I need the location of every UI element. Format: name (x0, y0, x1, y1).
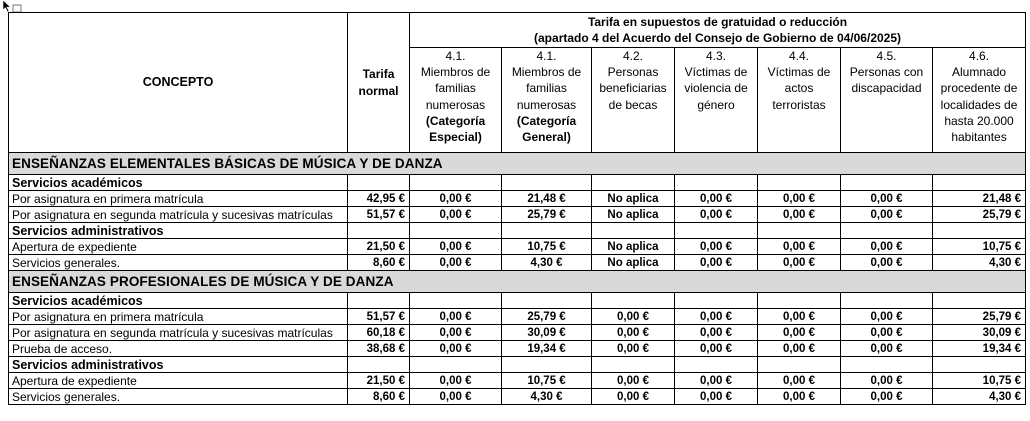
empty-cell (758, 223, 841, 239)
fees-table (8, 12, 1026, 405)
reduced-rate-cell: 0,00 € (758, 239, 841, 255)
category-header-6 (841, 48, 933, 153)
reduced-rate-cell: 21,48 € (502, 191, 592, 207)
category-line: Miembros de (420, 65, 491, 80)
category-qualifier: Especial) (429, 130, 482, 145)
reduced-rate-cell: 0,00 € (410, 373, 502, 389)
reduced-rate-cell: 4,30 € (502, 389, 592, 405)
reduced-rate-cell: 21,48 € (933, 191, 1026, 207)
reduced-rate-cell: No aplica (592, 239, 675, 255)
empty-cell (841, 293, 933, 309)
category-line: terroristas (772, 97, 826, 112)
row-label: Apertura de expediente (9, 373, 348, 389)
reduced-rate-cell: 0,00 € (592, 373, 675, 389)
empty-cell (348, 175, 410, 191)
reduced-rate-cell: 0,00 € (758, 309, 841, 325)
group-row (9, 223, 1026, 239)
empty-cell (675, 293, 758, 309)
reduced-rate-cell: 0,00 € (675, 389, 758, 405)
category-header-3 (592, 48, 675, 153)
reduced-rate-cell: 0,00 € (592, 309, 675, 325)
category-line: Personas con (849, 65, 924, 80)
reduced-rate-cell: No aplica (592, 191, 675, 207)
group-row (9, 357, 1026, 373)
empty-cell (348, 223, 410, 239)
empty-cell (841, 175, 933, 191)
normal-rate-cell: 51,57 € (348, 207, 410, 223)
empty-cell (933, 223, 1026, 239)
category-code: 4.4. (788, 49, 809, 63)
table-row (9, 389, 1026, 405)
reduced-rate-cell: 25,79 € (502, 207, 592, 223)
category-line: familias (435, 81, 476, 96)
reduced-rate-cell: 0,00 € (758, 389, 841, 405)
table-row (9, 373, 1026, 389)
row-label: Por asignatura en segunda matrícula y sucesivas matrículas (9, 325, 348, 341)
category-code: 4.2. (622, 49, 643, 63)
group-row (9, 175, 1026, 191)
reduced-rate-cell: 4,30 € (933, 255, 1026, 271)
empty-cell (410, 293, 502, 309)
reduced-rate-cell: 25,79 € (933, 309, 1026, 325)
empty-cell (675, 223, 758, 239)
normal-rate-cell: 51,57 € (348, 309, 410, 325)
normal-rate-cell: 8,60 € (348, 255, 410, 271)
category-line: de becas (608, 97, 658, 112)
reduced-rate-cell: 0,00 € (758, 325, 841, 341)
category-header-4 (675, 48, 758, 153)
reduced-rate-cell: 0,00 € (841, 309, 933, 325)
empty-cell (675, 357, 758, 373)
section-title: ENSEÑANZAS ELEMENTALES BÁSICAS DE MÚSICA Y DE DANZA (9, 153, 1026, 175)
category-header-2 (502, 48, 592, 153)
empty-cell (502, 175, 592, 191)
category-line: violencia de (684, 81, 748, 96)
reduced-rate-cell: 10,75 € (502, 373, 592, 389)
reduced-rate-cell: 0,00 € (841, 325, 933, 341)
row-label: Por asignatura en segunda matrícula y sucesivas matrículas (9, 207, 348, 223)
empty-cell (841, 223, 933, 239)
empty-cell (758, 293, 841, 309)
reduced-rate-cell: 25,79 € (933, 207, 1026, 223)
normal-rate-cell: 8,60 € (348, 389, 410, 405)
row-label: Servicios generales. (9, 255, 348, 271)
category-line: Alumnado (952, 65, 1007, 80)
reduction-group-header: Tarifa en supuestos de gratuidad o reducción (apartado 4 del Acuerdo del Consejo de Gobierno de 04/06/2025) (410, 13, 1026, 48)
reduced-rate-cell: No aplica (592, 255, 675, 271)
category-line: actos (784, 81, 814, 96)
category-qualifier: (Categoría (425, 113, 486, 128)
reduced-rate-cell: 4,30 € (502, 255, 592, 271)
reduced-rate-cell: 30,09 € (502, 325, 592, 341)
table-row (9, 255, 1026, 271)
empty-cell (933, 293, 1026, 309)
normal-rate-cell: 42,95 € (348, 191, 410, 207)
reduced-rate-cell: 0,00 € (841, 207, 933, 223)
normal-rate-cell: 38,68 € (348, 341, 410, 357)
reduced-rate-cell: 0,00 € (410, 191, 502, 207)
empty-cell (410, 175, 502, 191)
category-line: familias (526, 81, 567, 96)
empty-cell (348, 357, 410, 373)
category-line: Personas (607, 65, 659, 80)
empty-cell (592, 293, 675, 309)
group-title: Servicios administrativos (9, 357, 348, 373)
empty-cell (758, 357, 841, 373)
table-row (9, 309, 1026, 325)
category-line: beneficiarias (599, 81, 667, 96)
reduced-rate-cell: 25,79 € (502, 309, 592, 325)
category-line: Víctimas de (684, 65, 748, 80)
table-row (9, 341, 1026, 357)
reduced-rate-cell: 0,00 € (841, 373, 933, 389)
section-row (9, 153, 1026, 175)
table-row (9, 325, 1026, 341)
category-line: género (697, 97, 735, 112)
normal-rate-cell: 21,50 € (348, 373, 410, 389)
reduced-rate-cell: 0,00 € (758, 207, 841, 223)
reduced-rate-cell: 0,00 € (675, 255, 758, 271)
group-row (9, 293, 1026, 309)
row-label: Por asignatura en primera matrícula (9, 309, 348, 325)
reduced-rate-cell: 4,30 € (933, 389, 1026, 405)
reduced-rate-cell: 10,75 € (933, 373, 1026, 389)
reduced-rate-cell: 0,00 € (675, 191, 758, 207)
category-qualifier: General) (522, 130, 571, 145)
reduced-rate-cell: 0,00 € (410, 239, 502, 255)
empty-cell (502, 223, 592, 239)
category-line: localidades de (940, 97, 1018, 112)
concept-header: CONCEPTO (9, 13, 348, 153)
reduced-rate-cell: 10,75 € (933, 239, 1026, 255)
category-header-7 (933, 48, 1026, 153)
category-line: Víctimas de (767, 65, 831, 80)
reduced-rate-cell: 0,00 € (410, 255, 502, 271)
reduced-rate-cell: 30,09 € (933, 325, 1026, 341)
reduced-rate-cell: 0,00 € (841, 255, 933, 271)
reduced-rate-cell: 0,00 € (592, 341, 675, 357)
reduced-rate-cell: 0,00 € (675, 239, 758, 255)
reduced-rate-cell: 0,00 € (675, 309, 758, 325)
row-label: Servicios generales. (9, 389, 348, 405)
normal-rate-header: Tarifa normal (348, 13, 410, 153)
category-code: 4.3. (705, 49, 726, 63)
reduced-rate-cell: 0,00 € (410, 309, 502, 325)
reduced-rate-cell: 0,00 € (758, 191, 841, 207)
empty-cell (933, 357, 1026, 373)
empty-cell (933, 175, 1026, 191)
reduced-rate-cell: 0,00 € (675, 341, 758, 357)
group-title: Servicios administrativos (9, 223, 348, 239)
reduced-rate-cell: 0,00 € (758, 373, 841, 389)
empty-cell (410, 223, 502, 239)
category-code: 4.5. (876, 49, 897, 63)
reduced-rate-cell: 0,00 € (410, 341, 502, 357)
normal-rate-cell: 21,50 € (348, 239, 410, 255)
category-qualifier: (Categoría (516, 113, 577, 128)
empty-cell (348, 293, 410, 309)
reduced-rate-cell: 19,34 € (933, 341, 1026, 357)
reduced-rate-cell: 0,00 € (410, 389, 502, 405)
reduced-rate-cell: No aplica (592, 207, 675, 223)
row-label: Por asignatura en primera matrícula (9, 191, 348, 207)
category-line: discapacidad (851, 81, 922, 96)
reduced-rate-cell: 0,00 € (758, 341, 841, 357)
category-line: habitantes (951, 130, 1007, 145)
reduced-rate-cell: 0,00 € (410, 207, 502, 223)
reduced-rate-cell: 0,00 € (675, 207, 758, 223)
row-label: Prueba de acceso. (9, 341, 348, 357)
section-row (9, 271, 1026, 293)
category-code: 4.1. (536, 49, 557, 63)
empty-cell (592, 357, 675, 373)
category-code: 4.6. (969, 49, 990, 63)
category-header-1 (410, 48, 502, 153)
reduced-rate-cell: 0,00 € (841, 389, 933, 405)
reduced-rate-cell: 0,00 € (758, 255, 841, 271)
category-line: procedente de (940, 81, 1018, 96)
reduced-rate-cell: 0,00 € (675, 325, 758, 341)
category-line: hasta 20.000 (944, 113, 1014, 128)
empty-cell (502, 293, 592, 309)
empty-cell (675, 175, 758, 191)
empty-cell (592, 175, 675, 191)
category-code: 4.1. (445, 49, 466, 63)
row-label: Apertura de expediente (9, 239, 348, 255)
category-line: numerosas (516, 97, 577, 112)
empty-cell (502, 357, 592, 373)
reduced-rate-cell: 0,00 € (841, 239, 933, 255)
table-row (9, 191, 1026, 207)
section-title: ENSEÑANZAS PROFESIONALES DE MÚSICA Y DE DANZA (9, 271, 1026, 293)
empty-cell (841, 357, 933, 373)
normal-rate-cell: 60,18 € (348, 325, 410, 341)
group-title: Servicios académicos (9, 175, 348, 191)
reduced-rate-cell: 0,00 € (675, 373, 758, 389)
empty-cell (410, 357, 502, 373)
group-title: Servicios académicos (9, 293, 348, 309)
reduced-rate-cell: 10,75 € (502, 239, 592, 255)
reduced-rate-cell: 0,00 € (410, 325, 502, 341)
category-line: numerosas (425, 97, 486, 112)
category-header-5 (758, 48, 841, 153)
reduced-rate-cell: 0,00 € (592, 389, 675, 405)
reduced-rate-cell: 19,34 € (502, 341, 592, 357)
category-line: Miembros de (511, 65, 582, 80)
reduced-rate-cell: 0,00 € (841, 191, 933, 207)
empty-cell (592, 223, 675, 239)
reduced-rate-cell: 0,00 € (841, 341, 933, 357)
reduced-rate-cell: 0,00 € (592, 325, 675, 341)
empty-cell (758, 175, 841, 191)
table-row (9, 207, 1026, 223)
table-row (9, 239, 1026, 255)
